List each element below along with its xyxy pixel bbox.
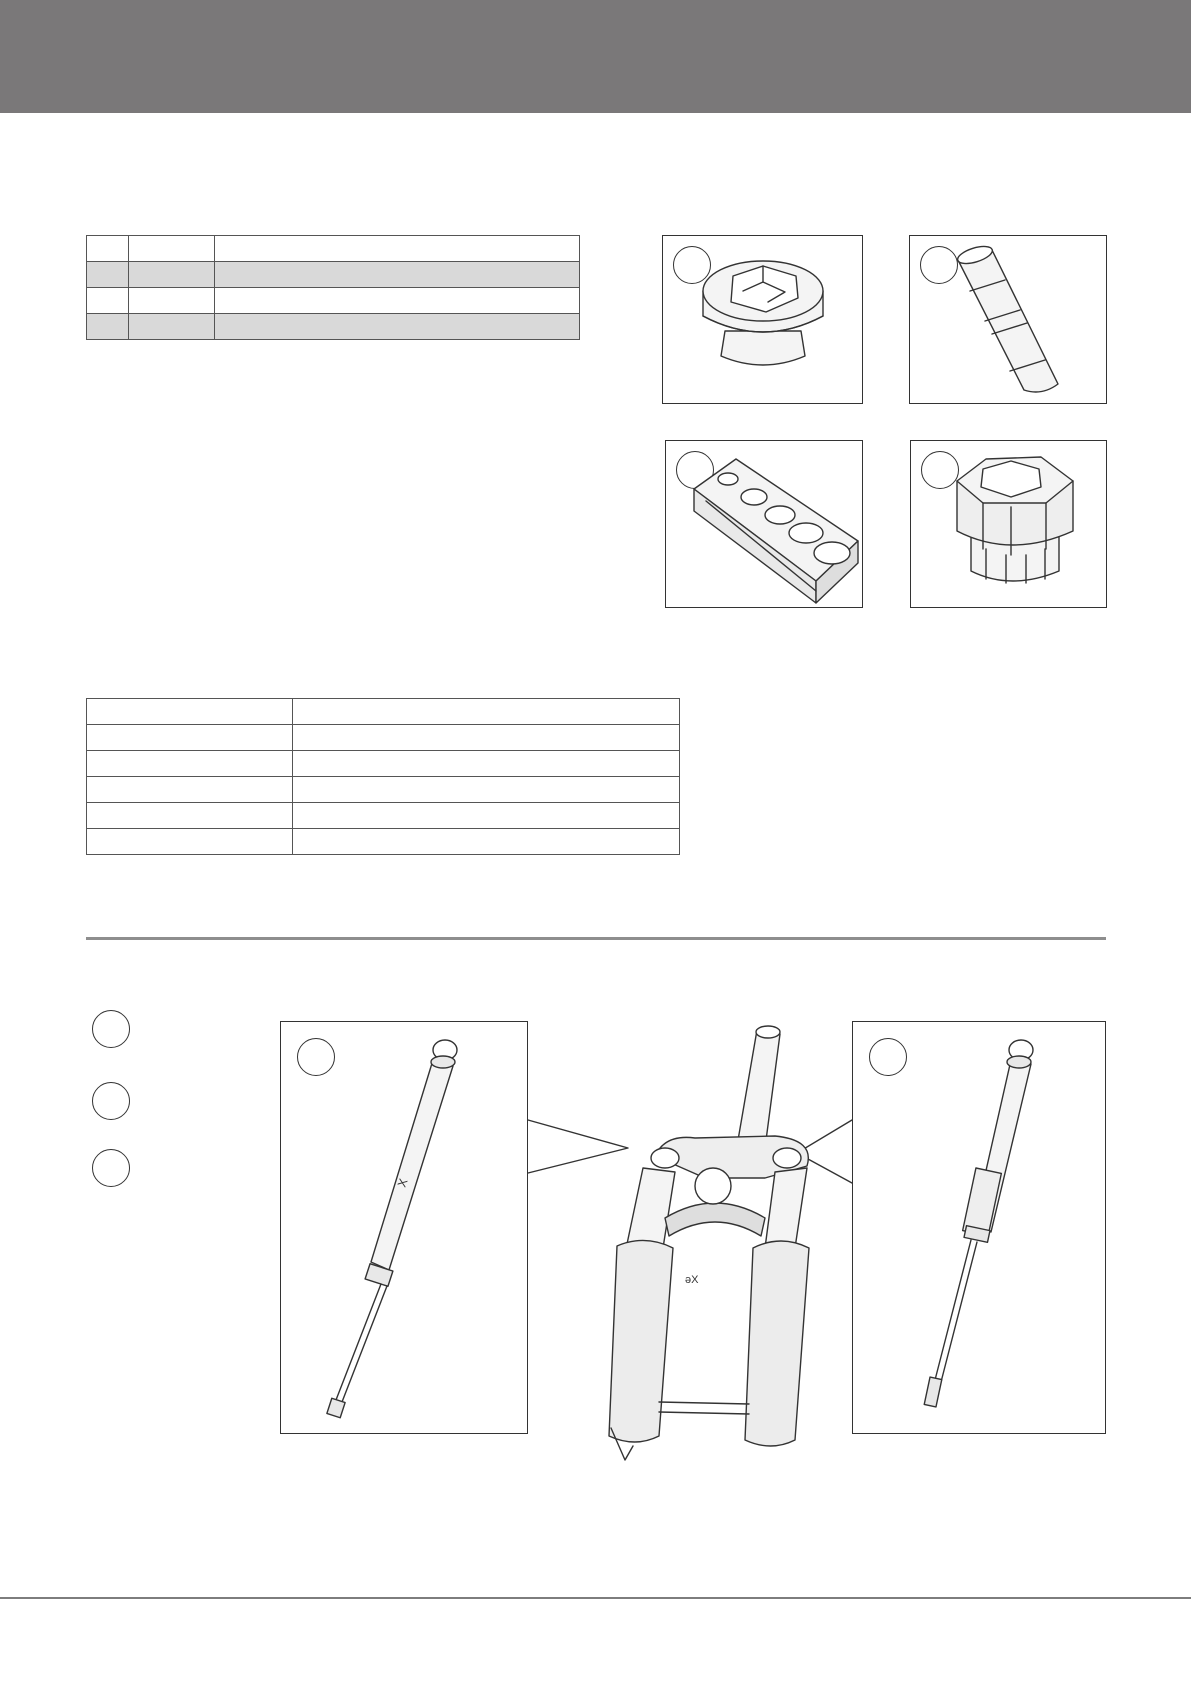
- table-cell: [215, 236, 580, 262]
- table-cell: [87, 803, 293, 829]
- table-row: [87, 751, 680, 777]
- table-cell: [129, 314, 215, 340]
- table-cell: [215, 262, 580, 288]
- table-row: [87, 288, 580, 314]
- header-band: [0, 0, 1191, 113]
- table-row: [87, 262, 580, 288]
- footer-rule: [0, 1597, 1191, 1599]
- tools-table: [86, 235, 580, 340]
- table-cell: [87, 699, 293, 725]
- table-cell: [129, 262, 215, 288]
- tool-figure-bit: [909, 235, 1107, 404]
- table-row: [87, 777, 680, 803]
- table-cell: [87, 314, 129, 340]
- table-cell: [87, 829, 293, 855]
- table-cell: [215, 314, 580, 340]
- right-cartridge-detail: [852, 1021, 1106, 1434]
- legend-callout-2: [92, 1082, 130, 1120]
- driver-bit-icon: [910, 236, 1108, 405]
- table-row: [87, 829, 680, 855]
- table-row: [87, 314, 580, 340]
- table-cell: [293, 699, 680, 725]
- legend-callout-1: [92, 1010, 130, 1048]
- air-spring-cartridge-icon: [281, 1022, 529, 1435]
- table-cell: [87, 777, 293, 803]
- table-row: [87, 236, 580, 262]
- table-row: [87, 725, 680, 751]
- section-divider: [86, 937, 1106, 940]
- table-cell: [293, 777, 680, 803]
- tool-figure-castellated-socket: [910, 440, 1107, 608]
- table-cell: [87, 288, 129, 314]
- left-cartridge-detail: [280, 1021, 528, 1434]
- table-cell: [87, 725, 293, 751]
- table-cell: [293, 751, 680, 777]
- damper-cartridge-icon: [853, 1022, 1107, 1435]
- table-cell: [87, 751, 293, 777]
- cartridge-decal: X: [394, 1176, 411, 1190]
- table-cell: [87, 262, 129, 288]
- table-cell: [129, 236, 215, 262]
- shaft-clamp-block-icon: [666, 441, 864, 609]
- table-cell: [293, 725, 680, 751]
- castellated-socket-icon: [911, 441, 1108, 609]
- table-cell: [293, 829, 680, 855]
- suspension-fork-icon: [525, 1008, 815, 1468]
- hex-socket-icon: [663, 236, 864, 405]
- tool-figure-clamp-block: [665, 440, 863, 608]
- table-cell: [293, 803, 680, 829]
- table-cell: [215, 288, 580, 314]
- legend-callout-3: [92, 1149, 130, 1187]
- fork-decal: ǝX: [685, 1274, 699, 1286]
- table-row: [87, 699, 680, 725]
- spec-table: [86, 698, 680, 855]
- table-row: [87, 803, 680, 829]
- tool-figure-socket: [662, 235, 863, 404]
- table-cell: [87, 236, 129, 262]
- table-cell: [129, 288, 215, 314]
